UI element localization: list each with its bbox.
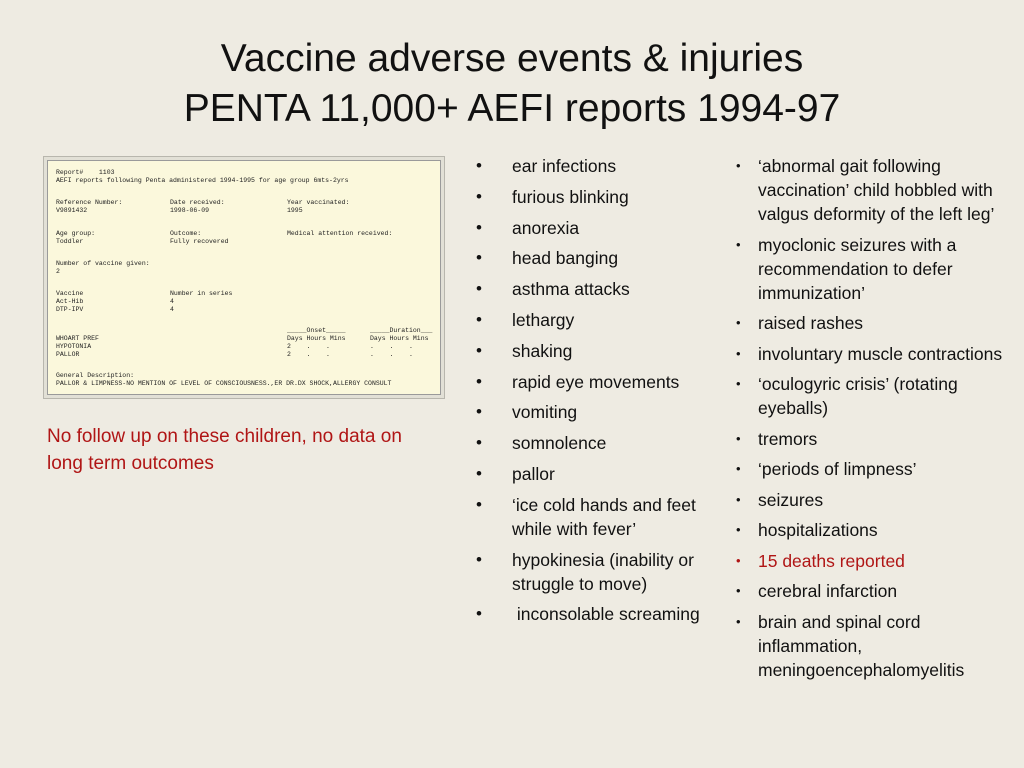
list-item: • hypokinesia (inability or struggle to move) <box>476 549 694 594</box>
onset-header: _____Onset_____ <box>287 327 346 334</box>
bullet-icon: • <box>736 376 741 391</box>
bullet-icon: • <box>476 309 482 329</box>
aefi-report-image <box>47 160 441 395</box>
outcome-label: Outcome: <box>170 230 202 237</box>
deaths-list-item: • 15 deaths reported <box>736 550 905 571</box>
year-label: Year vaccinated: <box>287 199 350 206</box>
bullet-icon: • <box>736 552 741 568</box>
list-item: • ‘ice cold hands and feet while with fever’ <box>476 494 696 539</box>
bullet-icon: • <box>476 402 482 422</box>
bullet-icon: • <box>476 279 482 299</box>
bullet-icon: • <box>476 156 482 175</box>
list-item: • inconsolable screaming <box>476 604 700 625</box>
bullet-icon: • <box>736 430 741 446</box>
bullet-icon: • <box>476 371 482 391</box>
bullet-icon: • <box>476 494 482 514</box>
list-item: • myoclonic seizures with a recommendation to defer immunization’ <box>736 234 957 303</box>
age-value: Toddler <box>56 238 84 245</box>
bullet-icon: • <box>736 158 741 173</box>
list-item: • anorexia <box>476 217 580 238</box>
series-1: 4 <box>170 298 174 305</box>
duration-columns: Days Hours Mins <box>370 335 429 342</box>
bullet-icon: • <box>736 613 741 629</box>
title-line-1: Vaccine adverse events & injuries <box>220 37 804 80</box>
event-1-onset: 2 . . <box>287 343 330 350</box>
list-item: • involuntary muscle contractions <box>736 343 1003 364</box>
bullet-icon: • <box>736 236 741 252</box>
bullet-icon: • <box>736 491 741 507</box>
age-label: Age group: <box>56 230 96 237</box>
bullet-icon: • <box>476 549 482 569</box>
series-label: Number in series <box>170 290 233 297</box>
list-item: • ear infections <box>476 156 617 176</box>
list-item: • tremors <box>736 428 818 449</box>
series-2: 4 <box>170 306 174 313</box>
bullet-icon: • <box>476 217 482 237</box>
vaccine-label: Vaccine <box>56 290 84 297</box>
vaccine-1: Act-Hib <box>56 298 84 305</box>
onset-columns: Days Hours Mins <box>287 335 346 342</box>
event-2-onset: 2 . . <box>287 351 330 358</box>
num-vaccine-label: Number of vaccine given: <box>56 260 150 267</box>
event-2-duration: . . . <box>370 351 413 358</box>
list-item: • somnolence <box>476 433 607 454</box>
description-label: General Description: <box>56 372 135 379</box>
title-line-2: PENTA 11,000+ AEFI reports 1994-97 <box>183 87 841 130</box>
ref-label: Reference Number: <box>56 199 123 206</box>
report-header: AEFI reports following Penta administered 1994-1995 for age group 6mts-2yrs <box>56 177 349 184</box>
event-1-duration: . . . <box>370 343 413 350</box>
bullet-icon: • <box>476 186 482 206</box>
list-item: • asthma attacks <box>476 279 630 300</box>
bullet-icon: • <box>476 340 482 360</box>
whoart-label: WHOART PREF <box>56 335 99 342</box>
list-item: • pallor <box>476 463 555 484</box>
list-item: • furious blinking <box>476 186 629 207</box>
slide-title <box>0 34 1024 134</box>
right-bullet-list <box>736 154 1018 688</box>
date-value: 1998-06-09 <box>170 207 210 214</box>
bullet-icon: • <box>736 345 741 361</box>
bullet-icon: • <box>476 604 482 624</box>
year-value: 1995 <box>287 207 303 214</box>
medical-label: Medical attention received: <box>287 230 393 237</box>
description-value: PALLOR & LIMPNESS-NO MENTION OF LEVEL OF CONSCIOUSNESS.,ER DR.DX SHOCK,ALLERGY CONSULT <box>56 380 392 387</box>
duration-header: _____Duration___ <box>370 327 433 334</box>
list-item: • raised rashes <box>736 313 864 333</box>
ref-value: V9891432 <box>56 207 88 214</box>
bullet-icon: • <box>476 433 482 453</box>
bullet-icon: • <box>736 315 741 330</box>
report-number: Report# 1103 <box>56 169 115 176</box>
bullet-icon: • <box>736 461 741 476</box>
list-item: • ‘abnormal gait following vaccination’ child hobbled with valgus deformity of the left leg’ <box>736 156 995 224</box>
list-item: • rapid eye movements <box>476 371 680 392</box>
date-label: Date received: <box>170 199 225 206</box>
vaccine-2: DTP-IPV <box>56 306 84 313</box>
outcome-value: Fully recovered <box>170 238 229 245</box>
num-vaccine-value: 2 <box>56 268 60 275</box>
list-item: • seizures <box>736 489 824 510</box>
list-item: • lethargy <box>476 309 575 330</box>
list-item: • vomiting <box>476 402 578 423</box>
list-item: • ‘periods of limpness’ <box>736 459 917 479</box>
list-item: • ‘oculogyric crisis’ (rotating eyeballs) <box>736 374 958 418</box>
list-item: • hospitalizations <box>736 520 878 540</box>
follow-up-note: No follow up on these children, no data on long term outcomes <box>47 426 402 474</box>
bullet-icon: • <box>476 463 482 483</box>
event-2: PALLOR <box>56 351 80 358</box>
bullet-icon: • <box>736 522 741 537</box>
bullet-icon: • <box>736 583 741 598</box>
list-item: • head banging <box>476 248 619 269</box>
list-item: • cerebral infarction <box>736 581 898 601</box>
bullet-icon: • <box>476 248 482 268</box>
middle-bullet-list <box>476 154 726 633</box>
list-item: • shaking <box>476 340 573 361</box>
event-1: HYPOTONIA <box>56 343 92 350</box>
list-item: • brain and spinal cord inflammation, meningoencephalomyelitis <box>736 611 965 680</box>
